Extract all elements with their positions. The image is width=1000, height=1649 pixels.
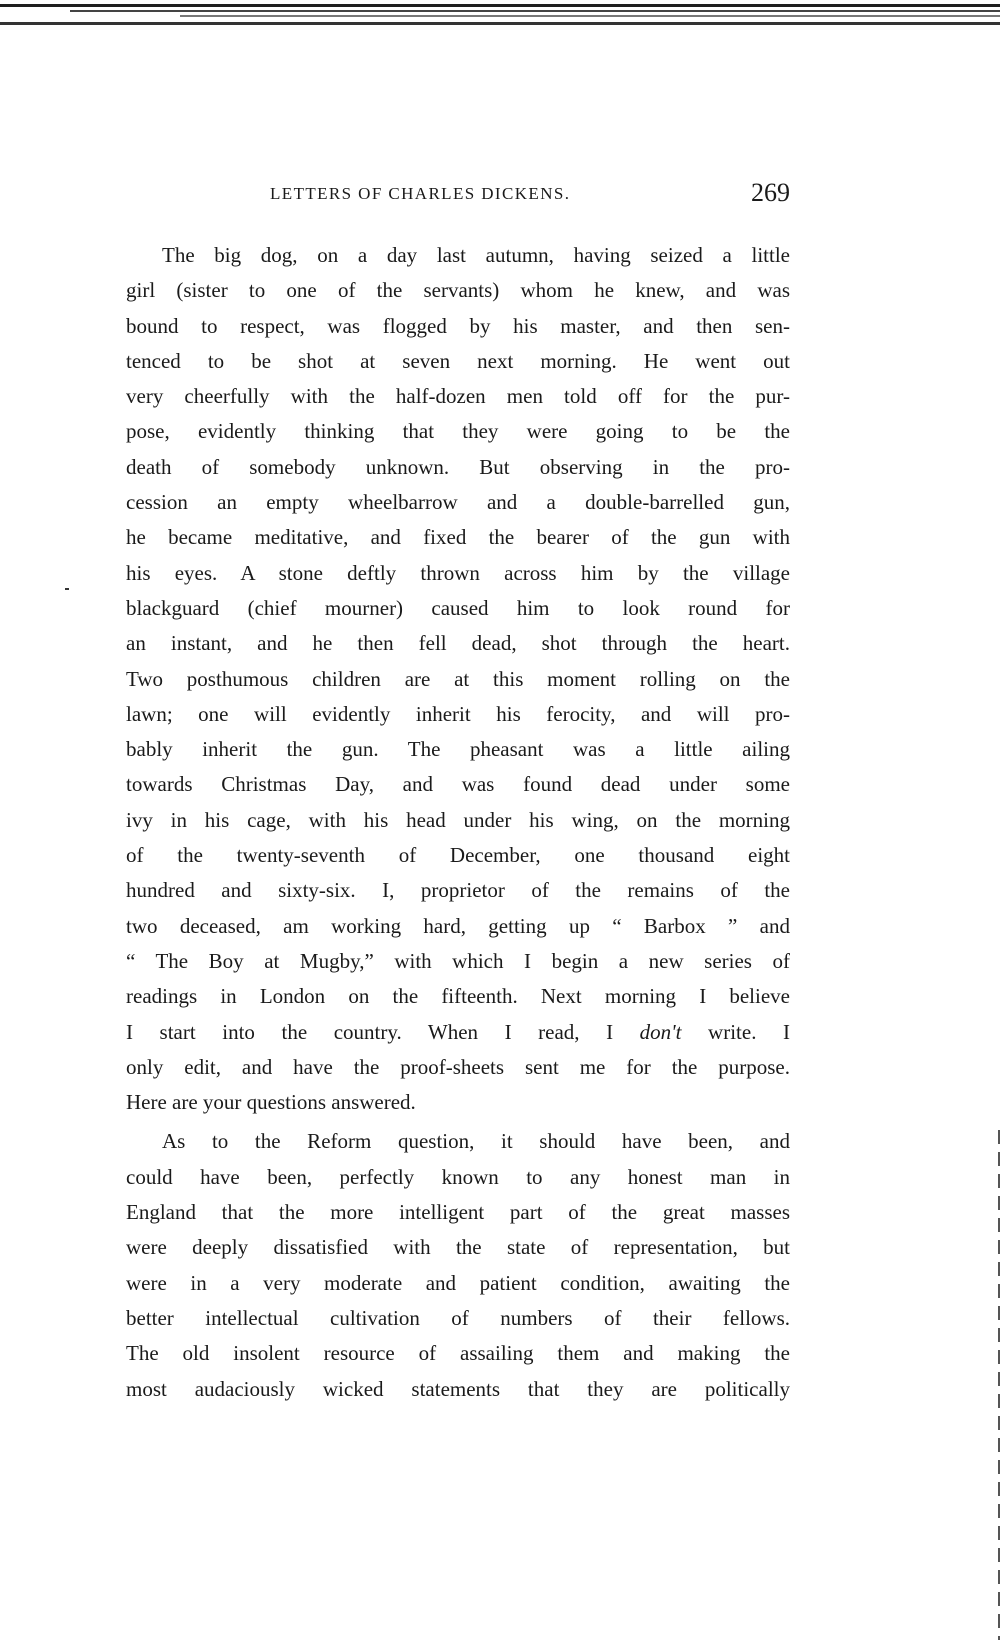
text-line: two deceased, am working hard, getting up “ Barbox ” and (126, 913, 790, 938)
text-run: I start into the country. When I read, I (126, 1019, 640, 1044)
paragraph-dog-and-pheasant (90, 238, 790, 1120)
text-line: were deeply dissatisfied with the state of representation, but (126, 1235, 790, 1260)
text-line: pose, evidently thinking that they were going to be the (126, 419, 790, 444)
text-line: very cheerfully with the half-dozen men told off for the pur- (126, 384, 790, 409)
text-line: better intellectual cultivation of numbers of their fellows. (126, 1305, 790, 1330)
text-line: bably inherit the gun. The pheasant was a little ailing (126, 737, 790, 762)
text-line: bound to respect, was flogged by his master, and then sen- (126, 313, 790, 338)
top-edge-rule (70, 10, 1000, 12)
text-line: he became meditative, and fixed the bearer of the gun with (126, 525, 790, 550)
text-line: were in a very moderate and patient condition, awaiting the (126, 1270, 790, 1295)
text-line: The big dog, on a day last autumn, having seized a little (162, 243, 790, 267)
text-line: of the twenty-seventh of December, one thousand eight (126, 843, 790, 868)
text-line: England that the more intelligent part of the great masses (126, 1200, 790, 1225)
text-line: hundred and sixty-six. I, proprietor of the remains of the (126, 878, 790, 903)
text-line-with-italic (90, 1015, 790, 1050)
text-line: his eyes. A stone deftly thrown across him by the village (126, 560, 790, 585)
text-line: blackguard (chief mourner) caused him to look round for (126, 595, 790, 620)
text-body (90, 238, 790, 1407)
top-edge-rule (0, 4, 1000, 7)
text-line: ivy in his cage, with his head under his wing, on the morning (126, 807, 790, 832)
text-line: an instant, and he then fell dead, shot through the heart. (126, 631, 790, 656)
top-edge-rule (0, 22, 1000, 25)
text-line: lawn; one will evidently inherit his ferocity, and will pro- (126, 701, 790, 726)
running-head (90, 178, 790, 218)
text-line: girl (sister to one of the servants) whom he knew, and was (126, 278, 790, 303)
text-line: Here are your questions answered. (126, 1090, 416, 1115)
paragraph-reform-question (90, 1124, 790, 1406)
text-line: The old insolent resource of assailing them and making the (126, 1341, 790, 1366)
text-line: only edit, and have the proof-sheets sent me for the purpose. (126, 1054, 790, 1079)
text-line: Two posthumous children are at this moment rolling on the (126, 666, 790, 691)
text-line: death of somebody unknown. But observing in the pro- (126, 454, 790, 479)
text-line: could have been, perfectly known to any honest man in (126, 1164, 790, 1189)
text-line: As to the Reform question, it should have been, and (162, 1129, 790, 1154)
margin-mark (65, 588, 69, 590)
page-number: 269 (751, 178, 790, 207)
text-line: readings in London on the fifteenth. Next morning I believe (126, 984, 790, 1009)
top-edge-rule (180, 15, 1000, 17)
italic-word: don't (639, 1019, 682, 1044)
text-line: towards Christmas Day, and was found dead under some (126, 772, 790, 797)
text-line: tenced to be shot at seven next morning. He went out (126, 348, 790, 373)
text-line: cession an empty wheelbarrow and a double-barrelled gun, (126, 490, 790, 515)
text-line: most audaciously wicked statements that they are politically (126, 1376, 790, 1401)
text-run: write. I (681, 1019, 790, 1044)
running-head-title: LETTERS OF CHARLES DICKENS. (270, 184, 571, 203)
text-line: “ The Boy at Mugby,” with which I begin a new series of (126, 948, 790, 973)
